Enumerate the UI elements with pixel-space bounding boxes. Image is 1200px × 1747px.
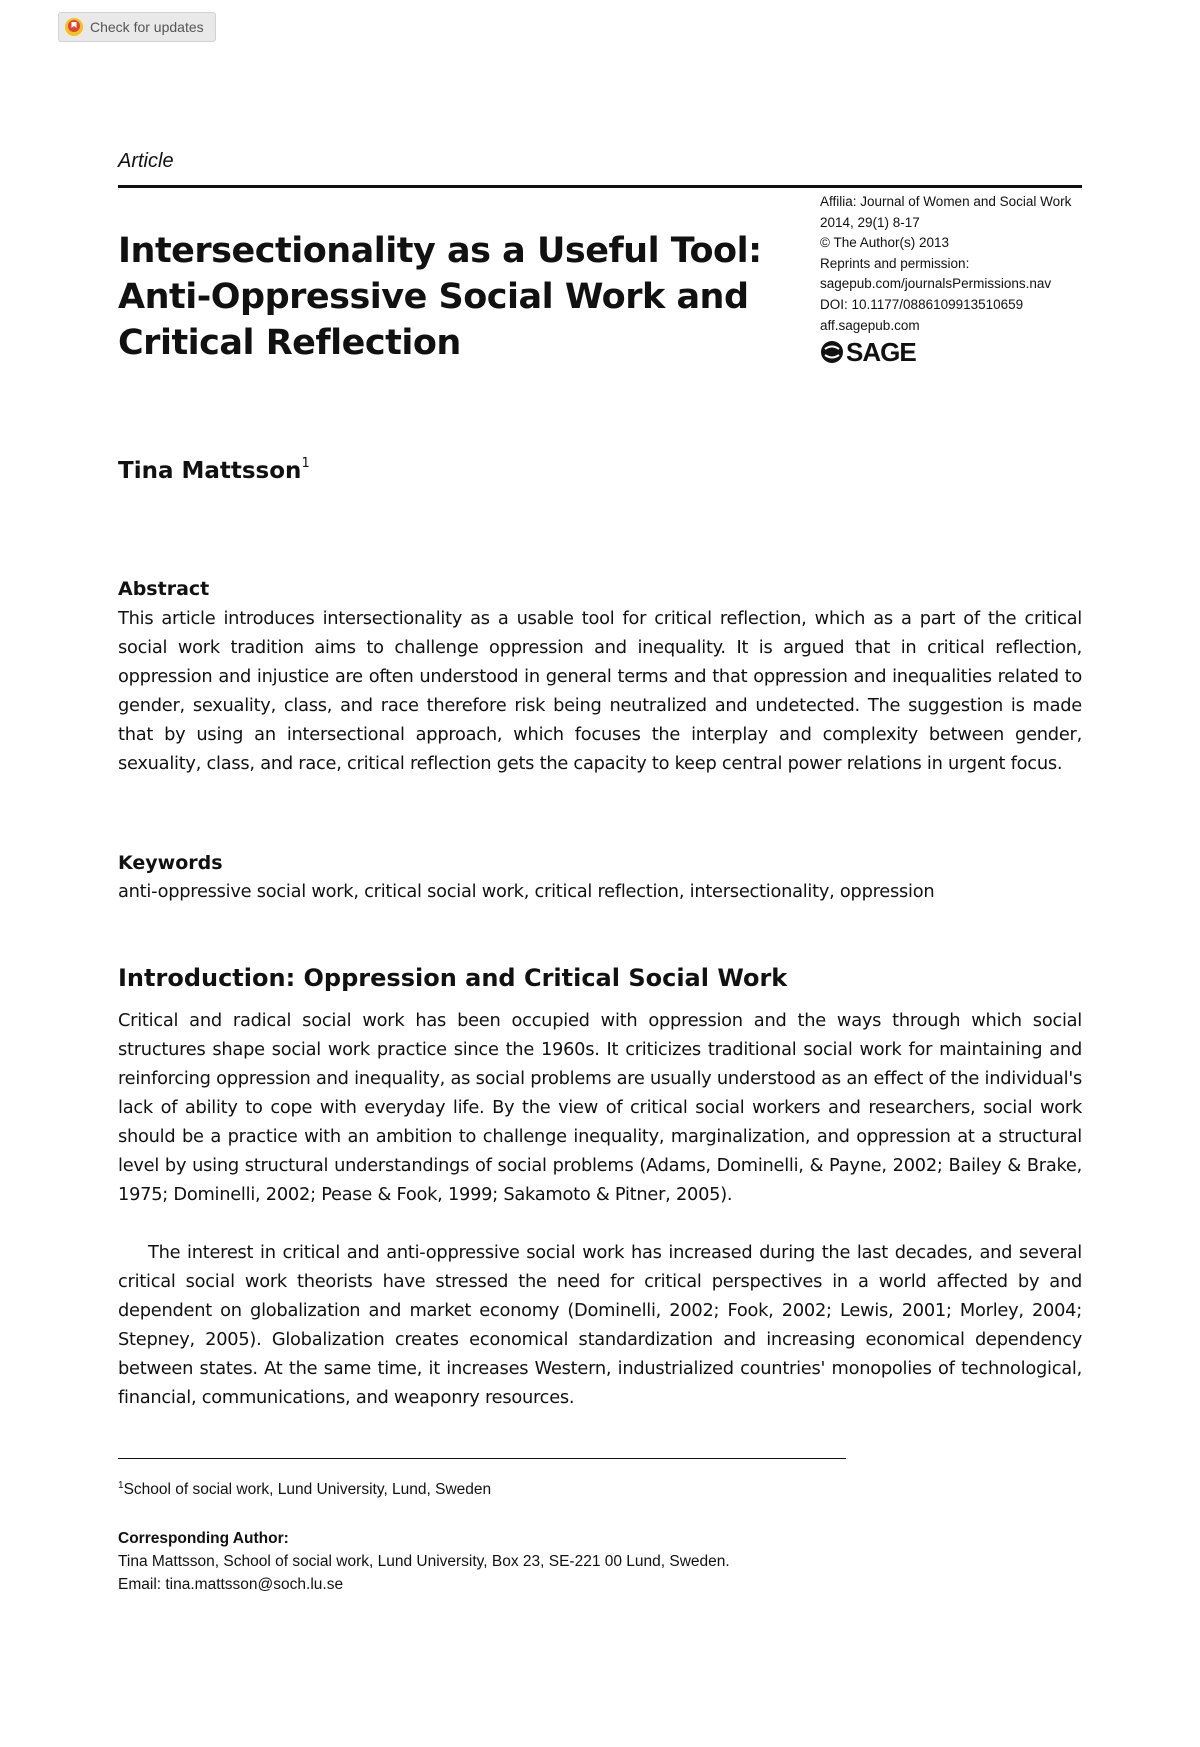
journal-name: Affilia: Journal of Women and Social Work <box>820 194 1072 209</box>
permissions-link[interactable]: sagepub.com/journalsPermissions.nav <box>820 276 1052 292</box>
affiliation-footnote-mark: 1 <box>118 1480 124 1491</box>
corresponding-author-label: Corresponding Author: <box>118 1530 289 1547</box>
crossmark-icon <box>64 17 84 37</box>
keywords-text: anti-oppressive social work, critical social work, critical reflection, intersectionality, oppression <box>118 881 935 902</box>
author-affiliation-mark: 1 <box>301 456 310 472</box>
check-for-updates-button[interactable] <box>58 12 216 42</box>
journal-volume: 2014, 29(1) 8-17 <box>820 214 920 230</box>
doi[interactable]: DOI: 10.1177/0886109913510659 <box>820 296 1024 312</box>
sage-emblem-icon <box>820 340 844 364</box>
sage-wordmark: SAGE <box>846 336 916 367</box>
article-type-label: Article <box>118 150 174 172</box>
author-name-text: Tina Mattsson <box>118 458 302 484</box>
abstract-heading: Abstract <box>118 578 210 600</box>
journal-site-link[interactable]: aff.sagepub.com <box>820 317 920 333</box>
article-title: Intersectionality as a Useful Tool: Anti-Oppressive Social Work and Critical Reflection <box>118 231 762 363</box>
affiliation-footnote <box>118 1480 491 1499</box>
header-rule <box>118 185 1082 188</box>
affiliation-text: School of social work, Lund University, Lund, Sweden <box>123 1481 492 1499</box>
journal-info <box>820 192 1084 367</box>
sage-logo <box>820 336 1084 367</box>
abstract-text: This article introduces intersectionality as a usable tool for critical reflection, which as a part of the critical social work tradition aims to challenge oppression and inequality. It is argued that in critical reflection, oppression and injustice are often understood in general terms and that oppression and inequalities related to gender, sexuality, class, and race therefore risk being neutralized and undetected. The suggestion is made that by using an intersectional approach, which focuses the interplay and complexity between gender, sexuality, class, and race, critical reflection gets the capacity to keep central power relations in urgent focus. <box>118 608 1082 774</box>
corresponding-email[interactable]: Email: tina.mattsson@soch.lu.se <box>118 1576 344 1593</box>
corresponding-address: Tina Mattsson, School of social work, Lund University, Box 23, SE-221 00 Lund, Sweden. <box>118 1553 730 1570</box>
check-for-updates-label: Check for updates <box>90 19 204 35</box>
introduction-heading: Introduction: Oppression and Critical Social Work <box>118 964 788 992</box>
intro-paragraph-1: Critical and radical social work has been occupied with oppression and the ways through which social structures shape social work practice since the 1960s. It criticizes traditional social work for maintaining and reinforcing oppression and inequality, as social problems are usually understood as an effect of the individual's lack of ability to cope with everyday life. By the view of critical social workers and researchers, social work should be a practice with an ambition to challenge inequality, marginalization, and oppression at a structural level by using structural understandings of social problems (Adams, Dominelli, & Payne, 2002; Bailey & Brake, 1975; Dominelli, 2002; Pease & Fook, 1999; Sakamoto & Pitner, 2005). <box>118 1010 1082 1205</box>
keywords-heading: Keywords <box>118 852 223 874</box>
footnote-rule <box>118 1458 846 1459</box>
author-name <box>118 458 310 484</box>
intro-paragraph-2: The interest in critical and anti-oppressive social work has increased during the last decades, and several critical social work theorists have stressed the need for critical perspectives in a world affected by and dependent on globalization and market economy (Dominelli, 2002; Fook, 2002; Lewis, 2001; Morley, 2004; Stepney, 2005). Globalization creates economical standardization and increasing economical dependency between states. At the same time, it increases Western, industrialized countries' monopolies of technological, financial, communications, and weaponry resources. <box>118 1242 1082 1408</box>
reprints-label: Reprints and permission: <box>820 255 970 271</box>
copyright: © The Author(s) 2013 <box>820 235 950 251</box>
